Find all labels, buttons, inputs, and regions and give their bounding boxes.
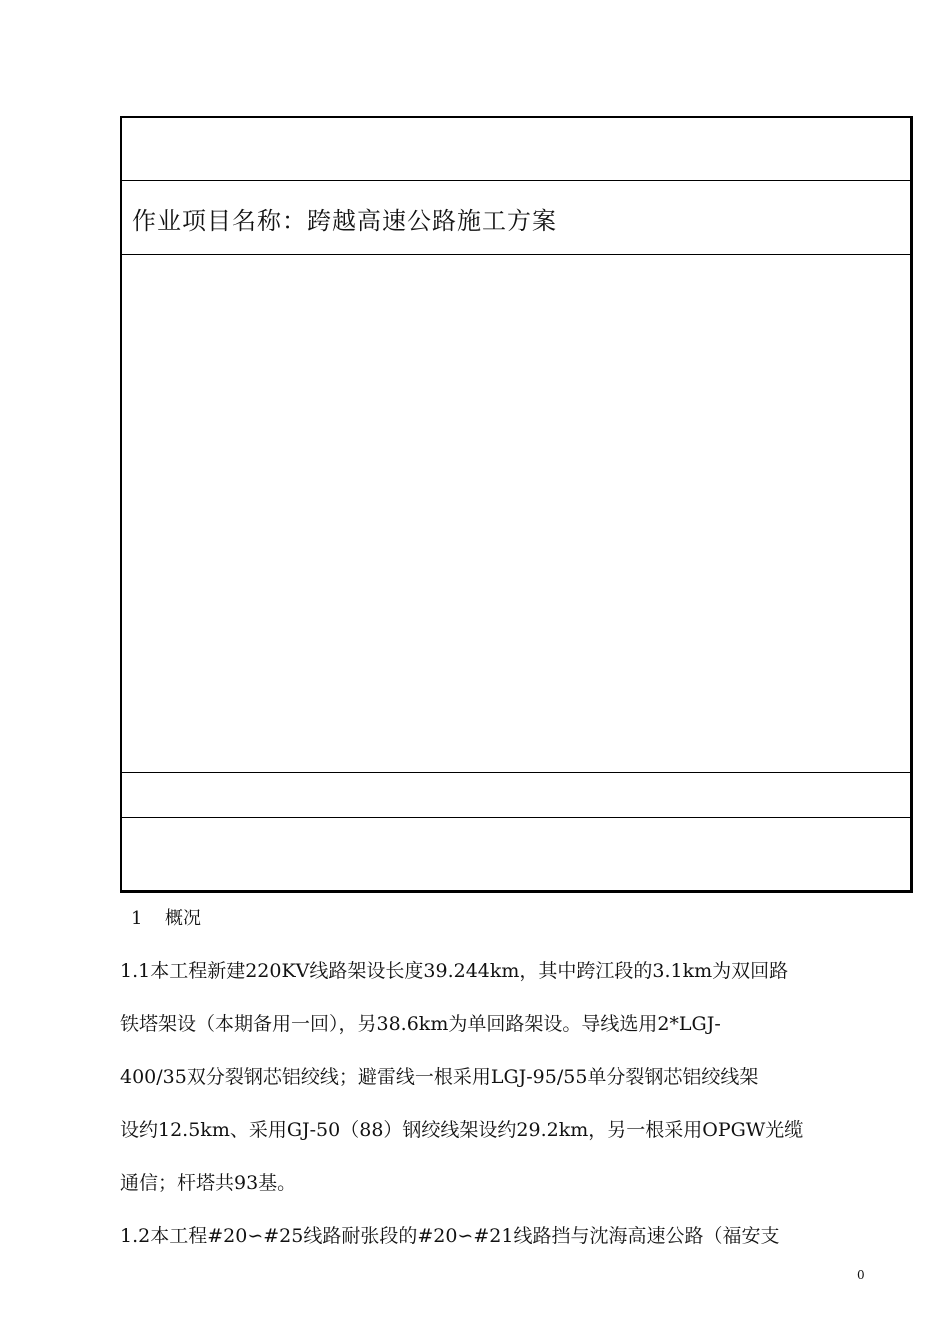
- form-header-row: [122, 118, 910, 181]
- project-title: 作业项目名称：跨越高速公路施工方案: [132, 207, 557, 235]
- section-title: 概况: [165, 908, 201, 929]
- page-number: 0: [857, 1268, 865, 1282]
- form-row-5: [122, 818, 910, 890]
- project-form-table: [120, 116, 913, 893]
- paragraph-line: 设约12.5km、采用GJ-50（88）钢绞线架设约29.2km，另一根采用OPGW光缆: [120, 1119, 804, 1141]
- paragraph-line: 400/35双分裂钢芯铝绞线；避雷线一根采用LGJ-95/55单分裂钢芯铝绞线架: [120, 1066, 759, 1088]
- paragraph-line: 1.1本工程新建220KV线路架设长度39.244km，其中跨江段的3.1km为双回路: [120, 960, 789, 982]
- paragraph-line: 铁塔架设（本期备用一回），另38.6km为单回路架设。导线选用2*LGJ-: [120, 1013, 721, 1035]
- section-number: 1: [131, 908, 143, 929]
- project-name-row: [122, 181, 910, 255]
- form-content-area: [122, 255, 910, 773]
- paragraph-line: 1.2本工程#20∽#25线路耐张段的#20∽#21线路挡与沈海高速公路（福安支: [120, 1225, 780, 1247]
- form-row-4: [122, 773, 910, 818]
- section-heading: [131, 904, 201, 930]
- paragraph-line: 通信；杆塔共93基。: [120, 1172, 297, 1194]
